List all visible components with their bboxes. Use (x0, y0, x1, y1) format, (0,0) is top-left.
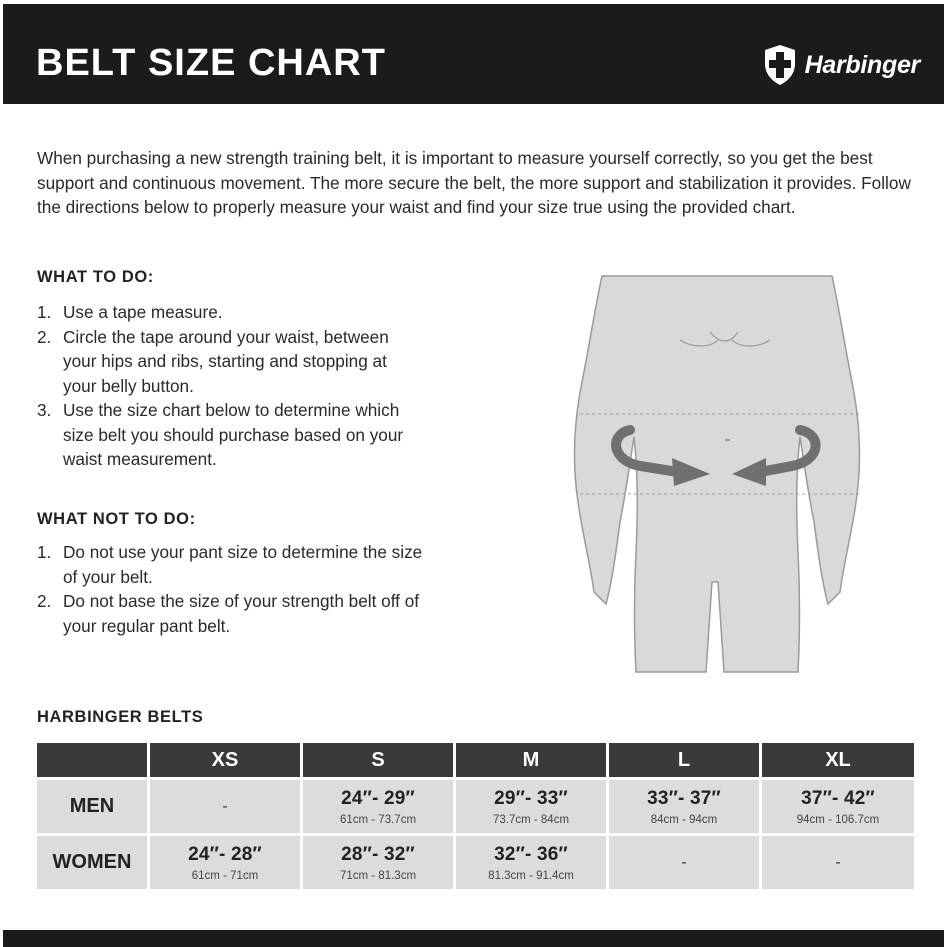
cell-inches: 37″- 42″ (801, 787, 875, 809)
list-item (37, 300, 403, 325)
cell-cm: 61cm - 71cm (191, 869, 259, 882)
torso-figure (575, 276, 860, 672)
intro-paragraph: When purchasing a new strength training belt, it is important to measure yourself correctly, so you get the best support and continuous movement. The more secure the belt, the more support and stabilization it provides. Follow the directions below to properly measure your waist and find your size true using the provided chart. (37, 148, 911, 217)
what-to-do-list (37, 300, 457, 472)
what-not-to-do-list (37, 540, 457, 638)
page-title: BELT SIZE CHART (36, 42, 386, 84)
table-cell (609, 780, 759, 833)
list-item (37, 589, 438, 638)
shield-cross-icon (763, 44, 797, 86)
list-text: Do not use your pant size to determine the size of your belt. (63, 542, 423, 587)
size-table (37, 740, 918, 892)
list-number: 2. (37, 326, 52, 347)
list-item (37, 325, 403, 399)
list-number: 1. (37, 542, 52, 562)
list-text: Use a tape measure. (63, 302, 223, 322)
table-heading: HARBINGER BELTS (37, 708, 204, 726)
column-header-l: L (609, 743, 759, 777)
row-label-men: MEN (37, 780, 147, 833)
footer-bar (3, 930, 944, 947)
table-cell (456, 780, 606, 833)
cell-inches: 29″- 33″ (494, 787, 568, 809)
table-cell (150, 780, 300, 833)
cell-empty-dash: - (222, 797, 228, 815)
cell-cm: 61cm - 73.7cm (339, 813, 417, 826)
torso-measurement-illustration (560, 262, 880, 682)
cell-cm: 81.3cm - 91.4cm (488, 869, 574, 882)
cell-cm: 94cm - 106.7cm (796, 813, 880, 826)
brand-logo (763, 43, 920, 87)
list-text: Do not base the size of your strength belt off of your regular pant belt. (63, 591, 420, 636)
list-item (37, 398, 413, 472)
list-item (37, 540, 438, 589)
cell-inches: 24″- 29″ (341, 787, 415, 809)
table-cell (762, 780, 914, 833)
brand-name: Harbinger (804, 50, 920, 79)
list-text: Use the size chart below to determine which size belt you should purchase based on your waist measurement. (63, 400, 404, 469)
table-cell (762, 836, 914, 889)
cell-empty-dash: - (681, 853, 687, 871)
what-to-do-heading: WHAT TO DO: (37, 268, 154, 286)
column-header-m: M (456, 743, 606, 777)
header-bar (3, 4, 944, 104)
table-header-row (37, 743, 914, 777)
table-cell (303, 780, 453, 833)
list-number: 2. (37, 591, 52, 611)
table-cell (456, 836, 606, 889)
list-number: 3. (37, 400, 52, 420)
list-text: Circle the tape around your waist, between your hips and ribs, starting and stopping at your belly button. (63, 326, 389, 396)
table-cell (609, 836, 759, 889)
column-header-xs: XS (150, 743, 300, 777)
what-not-to-do-heading: WHAT NOT TO DO: (37, 510, 196, 528)
table-corner-cell (37, 743, 147, 777)
column-header-xl: XL (762, 743, 914, 777)
table-cell (303, 836, 453, 889)
column-header-s: S (303, 743, 453, 777)
table-cell (150, 836, 300, 889)
cell-empty-dash: - (835, 853, 841, 871)
cell-cm: 84cm - 94cm (650, 813, 718, 826)
row-label-women: WOMEN (37, 836, 147, 889)
table-row (37, 780, 914, 833)
cell-inches: 32″- 36″ (494, 843, 568, 865)
cell-inches: 33″- 37″ (647, 787, 721, 809)
cell-cm: 73.7cm - 84cm (492, 813, 570, 826)
list-number: 1. (37, 302, 52, 322)
cell-inches: 28″- 32″ (341, 843, 415, 865)
cell-inches: 24″- 28″ (188, 843, 262, 865)
table-row (37, 836, 914, 889)
size-table-grid (34, 740, 917, 892)
cell-cm: 71cm - 81.3cm (339, 869, 417, 882)
